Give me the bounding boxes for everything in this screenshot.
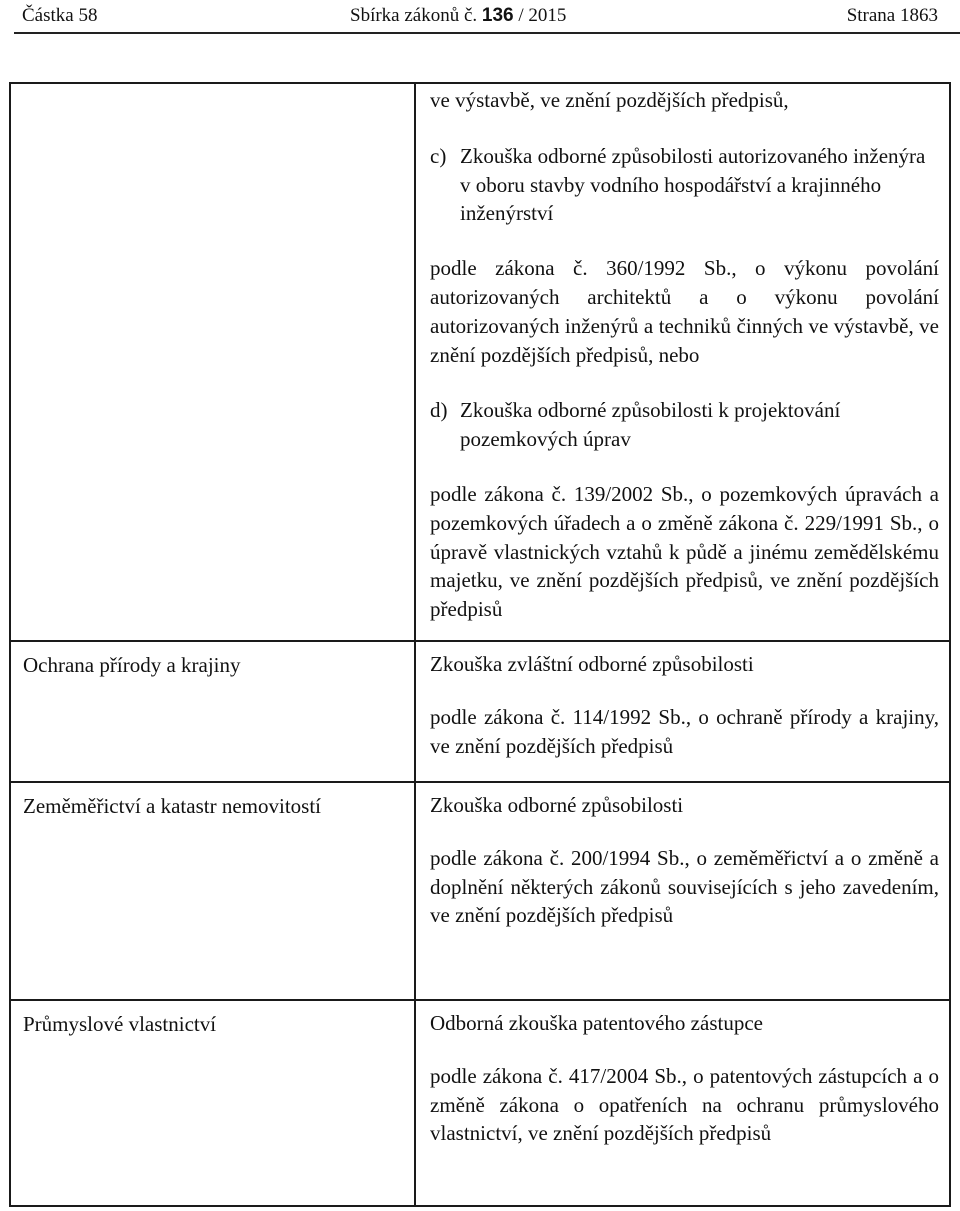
exam-name: Zkouška odborné způsobilosti xyxy=(430,793,684,817)
field-cell xyxy=(10,782,415,1000)
requirement-cell xyxy=(415,641,950,782)
table-row xyxy=(10,83,950,641)
exam-name: Odborná zkouška patentového zástupce xyxy=(430,1011,763,1035)
header-rule xyxy=(14,32,960,34)
law-reference: podle zákona č. 200/1994 Sb., o zeměměřictví a o změně a doplnění některých zákonů souvisejících s jeho zavedením, ve znění pozdějších předpisů xyxy=(430,845,939,928)
law-reference: podle zákona č. 139/2002 Sb., o pozemkových úpravách a pozemkových úřadech a o změně zákona č. 229/1991 Sb., o úpravě vlastnických vztahů k půdě a jinému zemědělskému majetku, ve znění pozdějších předpisů, ve znění pozdějších předpisů xyxy=(430,481,939,622)
collection-prefix: Sbírka zákonů č. xyxy=(350,5,478,26)
law-reference: podle zákona č. 417/2004 Sb., o patentových zástupcích a o změně zákona o opatřeních na ochranu průmyslového vlastnictví, ve znění pozdějších předpisů xyxy=(430,1063,939,1146)
field-cell xyxy=(10,83,415,641)
page-number: Strana 1863 xyxy=(846,5,938,26)
field-name: Ochrana přírody a krajiny xyxy=(23,653,241,677)
requirement-cell xyxy=(415,1000,950,1206)
item-marker: d) xyxy=(430,398,448,423)
page-header xyxy=(0,4,960,30)
exam-name: Zkouška zvláštní odborné způsobilosti xyxy=(430,652,754,676)
law-reference: podle zákona č. 114/1992 Sb., o ochraně přírody a krajiny, ve znění pozdějších předpisů xyxy=(430,704,939,758)
field-name: Průmyslové vlastnictví xyxy=(23,1012,217,1036)
collection-year: / 2015 xyxy=(518,5,567,26)
requirement-cell xyxy=(415,782,950,1000)
field-name: Zeměměřictví a katastr nemovitostí xyxy=(23,794,321,818)
table-row xyxy=(10,641,950,782)
issue-number: Částka 58 xyxy=(22,5,98,26)
collection-number: 136 xyxy=(481,5,514,26)
list-item-d xyxy=(430,396,939,454)
law-reference: podle zákona č. 360/1992 Sb., o výkonu povolání autorizovaných architektů a o výkonu povolání autorizovaných inženýrů a techniků činných ve výstavbě, ve znění pozdějších předpisů, nebo xyxy=(430,256,939,367)
list-item-c xyxy=(430,142,939,228)
field-cell xyxy=(10,641,415,782)
field-cell xyxy=(10,1000,415,1206)
requirement-cell xyxy=(415,83,950,641)
exam-name: Zkouška odborné způsobilosti k projektování pozemkových úprav xyxy=(460,398,841,452)
table-row xyxy=(10,782,950,1000)
table-row xyxy=(10,1000,950,1206)
qualification-table xyxy=(9,82,951,1207)
collection-title xyxy=(350,4,566,28)
field-name xyxy=(11,84,414,94)
item-marker: c) xyxy=(430,143,447,168)
exam-name: Zkouška odborné způsobilosti autorizovaného inženýra v oboru stavby vodního hospodářství a krajinného inženýrství xyxy=(460,143,926,226)
continuation-text: ve výstavbě, ve znění pozdějších předpisů, xyxy=(430,88,789,112)
